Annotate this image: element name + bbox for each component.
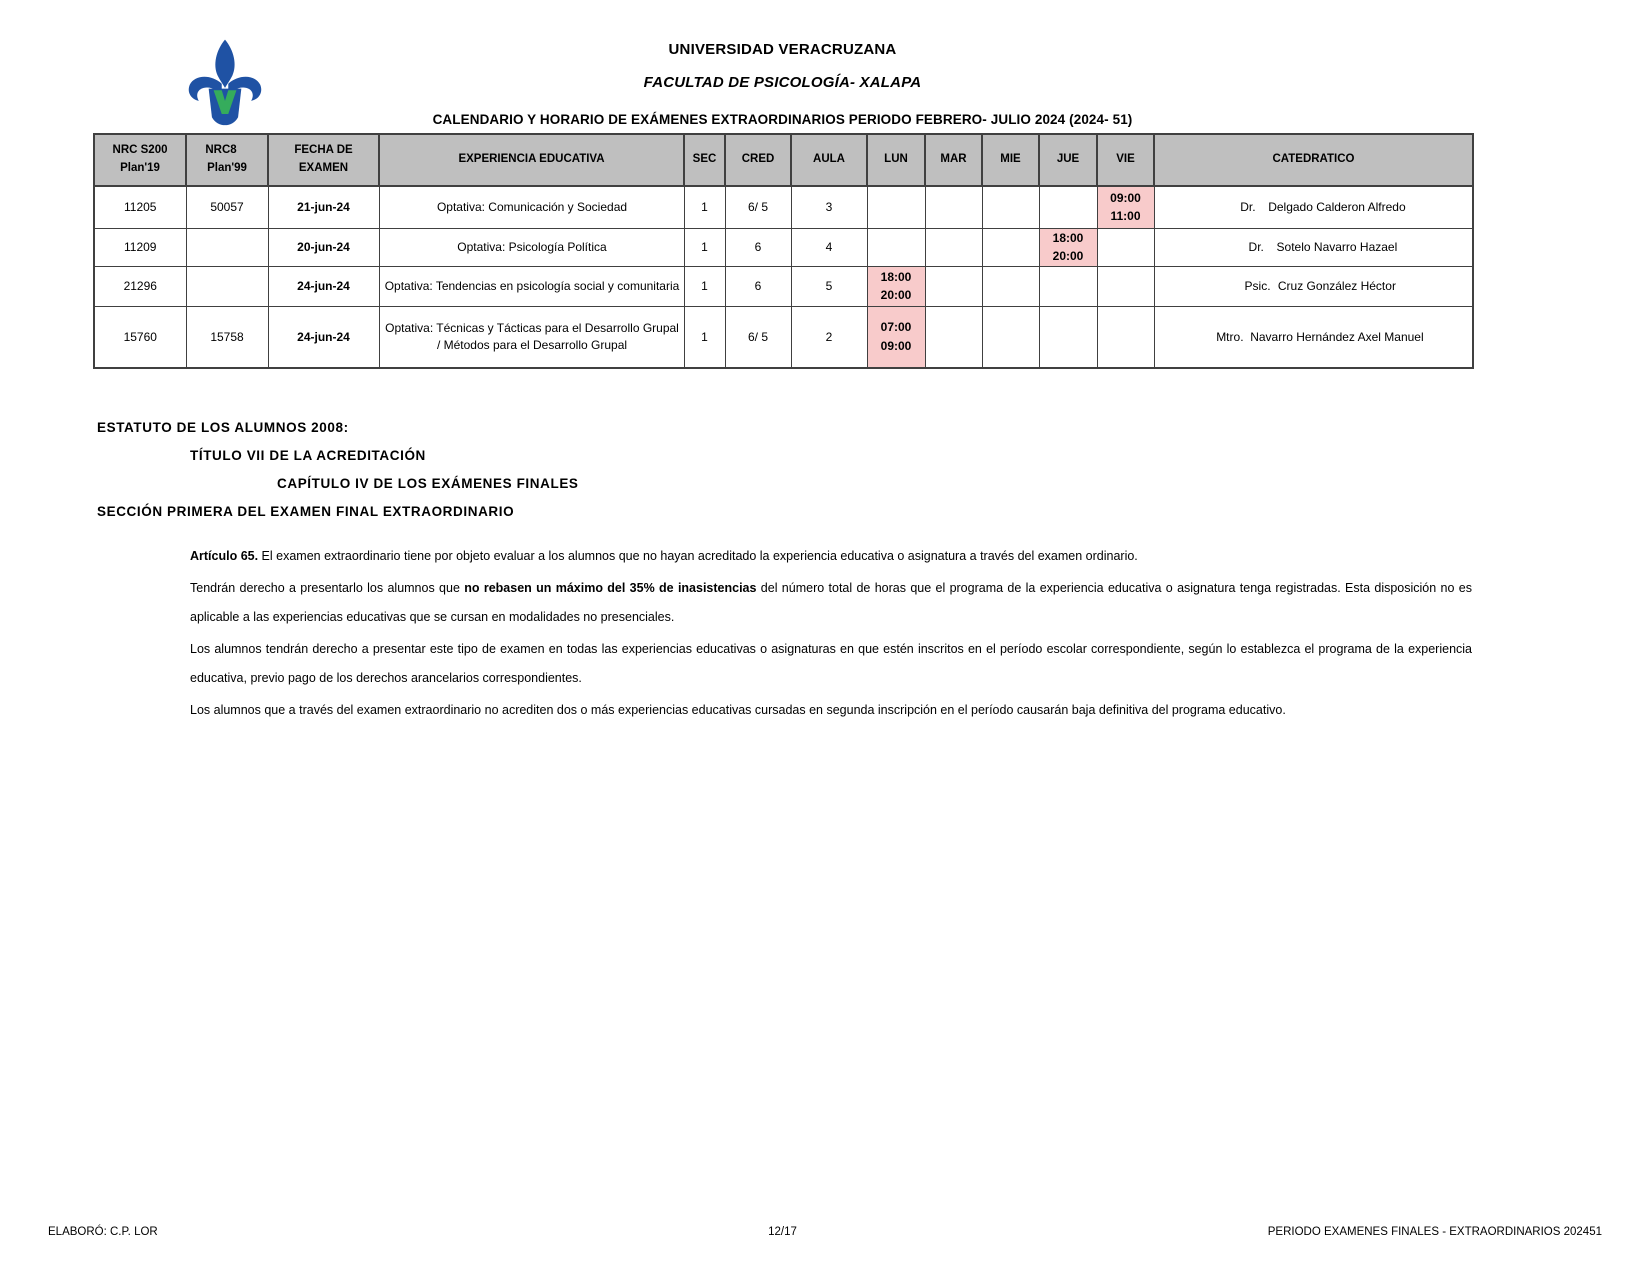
- cell-mar: [925, 266, 982, 306]
- cell-sec: 1: [684, 186, 725, 228]
- cell-experiencia: Optativa: Tendencias en psicología social y comunitaria: [379, 266, 684, 306]
- titulo-heading: TÍTULO VII DE LA ACREDITACIÓN: [190, 448, 426, 463]
- cell-jue-exam-time: [1039, 228, 1097, 266]
- catedratico-name: Sotelo Navarro Hazael: [1276, 240, 1398, 255]
- cell-cred: 6/ 5: [725, 186, 791, 228]
- cell-catedratico: [1154, 266, 1473, 306]
- catedratico-title: Dr.: [1240, 200, 1256, 215]
- cell-fecha: 20-jun-24: [268, 228, 379, 266]
- table-row: [94, 306, 1473, 368]
- cell-mie: [982, 306, 1039, 368]
- university-name: UNIVERSIDAD VERACRUZANA: [668, 41, 897, 58]
- exam-time-start: 18:00: [1052, 230, 1084, 245]
- col-header-lun: LUN: [867, 134, 925, 186]
- cell-lun: [867, 228, 925, 266]
- cell-nrc-s200: 11209: [94, 228, 186, 266]
- exam-time-end: 20:00: [1052, 249, 1084, 264]
- cell-experiencia: Optativa: Psicología Política: [379, 228, 684, 266]
- catedratico-title: Mtro.: [1216, 329, 1244, 344]
- col-header-mar: MAR: [925, 134, 982, 186]
- col-header-fecha: FECHA DE EXAMEN: [268, 134, 379, 186]
- col-header-aula: AULA: [791, 134, 867, 186]
- document-header: [93, 41, 1472, 127]
- cell-nrc-s200: 21296: [94, 266, 186, 306]
- cell-aula: 3: [791, 186, 867, 228]
- paragraph-inasistencias: [190, 574, 1472, 632]
- articulo-65-text: El examen extraordinario tiene por objeto evaluar a los alumnos que no hayan acreditado la experiencia educativa o asignatura a través del examen ordinario.: [258, 549, 1138, 563]
- cell-nrc8: 50057: [186, 186, 268, 228]
- page-title: CALENDARIO Y HORARIO DE EXÁMENES EXTRAORDINARIOS PERIODO FEBRERO- JULIO 2024 (2024- 51): [432, 112, 1133, 127]
- cell-sec: 1: [684, 306, 725, 368]
- cell-cred: 6: [725, 266, 791, 306]
- cell-vie: [1097, 306, 1154, 368]
- estatuto-section: [97, 414, 1474, 728]
- exam-schedule-table: [93, 133, 1474, 369]
- footer-elaboro: ELABORÓ: C.P. LOR: [48, 1226, 158, 1238]
- col-header-nrc8-label: NRC8: [205, 144, 237, 157]
- exam-time-end: 20:00: [880, 288, 912, 303]
- cell-vie-exam-time: [1097, 186, 1154, 228]
- cell-experiencia: Optativa: Técnicas y Tácticas para el Desarrollo Grupal / Métodos para el Desarrollo Grupal: [379, 306, 684, 368]
- cell-lun-exam-time: [867, 306, 925, 368]
- footer-period: PERIODO EXAMENES FINALES - EXTRAORDINARIOS 202451: [1267, 1226, 1602, 1238]
- exam-time-start: 18:00: [880, 269, 912, 284]
- cell-lun: [867, 186, 925, 228]
- cell-nrc8: [186, 228, 268, 266]
- col-header-jue: JUE: [1039, 134, 1097, 186]
- footer-page-number: 12/17: [768, 1226, 797, 1238]
- cell-sec: 1: [684, 228, 725, 266]
- col-header-nrc8: [186, 134, 268, 186]
- cell-fecha: 24-jun-24: [268, 266, 379, 306]
- cell-jue: [1039, 306, 1097, 368]
- cell-nrc8: 15758: [186, 306, 268, 368]
- cell-cred: 6/ 5: [725, 306, 791, 368]
- table-header-row: [94, 134, 1473, 186]
- articulo-65-paragraph: [190, 542, 1472, 571]
- estatuto-heading: ESTATUTO DE LOS ALUMNOS 2008:: [97, 420, 349, 435]
- capitulo-heading: CAPÍTULO IV DE LOS EXÁMENES FINALES: [277, 476, 579, 491]
- cell-aula: 5: [791, 266, 867, 306]
- cell-catedratico: [1154, 186, 1473, 228]
- col-header-nrc-s200: [94, 134, 186, 186]
- col-header-nrc-s200-line1: NRC S200: [112, 144, 168, 157]
- exam-time-end: 11:00: [1110, 209, 1141, 224]
- exam-time-start: 09:00: [1110, 190, 1141, 205]
- cell-nrc8: [186, 266, 268, 306]
- cell-mar: [925, 186, 982, 228]
- paragraph-baja-definitiva: Los alumnos que a través del examen extraordinario no acrediten dos o más experiencias educativas cursadas en segunda inscripción en el período causarán baja definitiva del programa educativo.: [190, 703, 1286, 717]
- table-row: [94, 266, 1473, 306]
- col-header-nrc8-plan-label: Plan'99: [207, 162, 247, 174]
- cell-mie: [982, 228, 1039, 266]
- cell-catedratico: [1154, 306, 1473, 368]
- cell-fecha: 24-jun-24: [268, 306, 379, 368]
- col-header-vie: VIE: [1097, 134, 1154, 186]
- col-header-nrc-s200-line2: Plan'19: [120, 162, 160, 174]
- exam-time-end: 09:00: [880, 338, 912, 353]
- paragraph-inasistencias-pre: Tendrán derecho a presentarlo los alumnos que: [190, 581, 465, 595]
- col-header-experiencia: EXPERIENCIA EDUCATIVA: [379, 134, 684, 186]
- cell-mar: [925, 228, 982, 266]
- cell-jue: [1039, 266, 1097, 306]
- articulo-65-label: Artículo 65.: [190, 549, 259, 563]
- catedratico-title: Psic.: [1244, 279, 1271, 294]
- cell-vie: [1097, 228, 1154, 266]
- catedratico-title: Dr.: [1248, 240, 1264, 255]
- col-header-cred: CRED: [725, 134, 791, 186]
- cell-cred: 6: [725, 228, 791, 266]
- catedratico-name: Cruz González Héctor: [1277, 279, 1396, 294]
- cell-mie: [982, 186, 1039, 228]
- exam-time-start: 07:00: [880, 320, 912, 335]
- cell-vie: [1097, 266, 1154, 306]
- col-header-sec: SEC: [684, 134, 725, 186]
- paragraph-derecho-examen: Los alumnos tendrán derecho a presentar este tipo de examen en todas las experiencias educativas o asignaturas en que estén inscritos en el período escolar correspondiente, según lo establezca el programa de la experiencia educativa, previo pago de los derechos arancelarios correspondientes.: [190, 642, 1472, 685]
- cell-mar: [925, 306, 982, 368]
- cell-catedratico: [1154, 228, 1473, 266]
- paragraph-inasistencias-bold: no rebasen un máximo del 35% de inasistencias: [464, 581, 757, 595]
- cell-sec: 1: [684, 266, 725, 306]
- cell-fecha: 21-jun-24: [268, 186, 379, 228]
- estatuto-body: [97, 542, 1474, 725]
- faculty-name: FACULTAD DE PSICOLOGÍA- XALAPA: [643, 74, 922, 91]
- cell-aula: 4: [791, 228, 867, 266]
- table-row: [94, 186, 1473, 228]
- cell-nrc-s200: 11205: [94, 186, 186, 228]
- seccion-heading: SECCIÓN PRIMERA DEL EXAMEN FINAL EXTRAORDINARIO: [97, 504, 515, 519]
- cell-lun-exam-time: [867, 266, 925, 306]
- col-header-catedratico: CATEDRATICO: [1154, 134, 1473, 186]
- cell-experiencia: Optativa: Comunicación y Sociedad: [379, 186, 684, 228]
- catedratico-name: Navarro Hernández Axel Manuel: [1250, 329, 1424, 344]
- cell-nrc-s200: 15760: [94, 306, 186, 368]
- table-row: [94, 228, 1473, 266]
- cell-mie: [982, 266, 1039, 306]
- cell-aula: 2: [791, 306, 867, 368]
- cell-jue: [1039, 186, 1097, 228]
- col-header-mie: MIE: [982, 134, 1039, 186]
- catedratico-name: Delgado Calderon Alfredo: [1268, 200, 1406, 215]
- paragraph-inasistencias-post: del número total de horas que el programa de la experiencia educativa o asignatura tenga registradas. Esta disposición no es aplicable a las experiencias educativas que se cursan en modalidades no presenciales.: [190, 581, 1472, 624]
